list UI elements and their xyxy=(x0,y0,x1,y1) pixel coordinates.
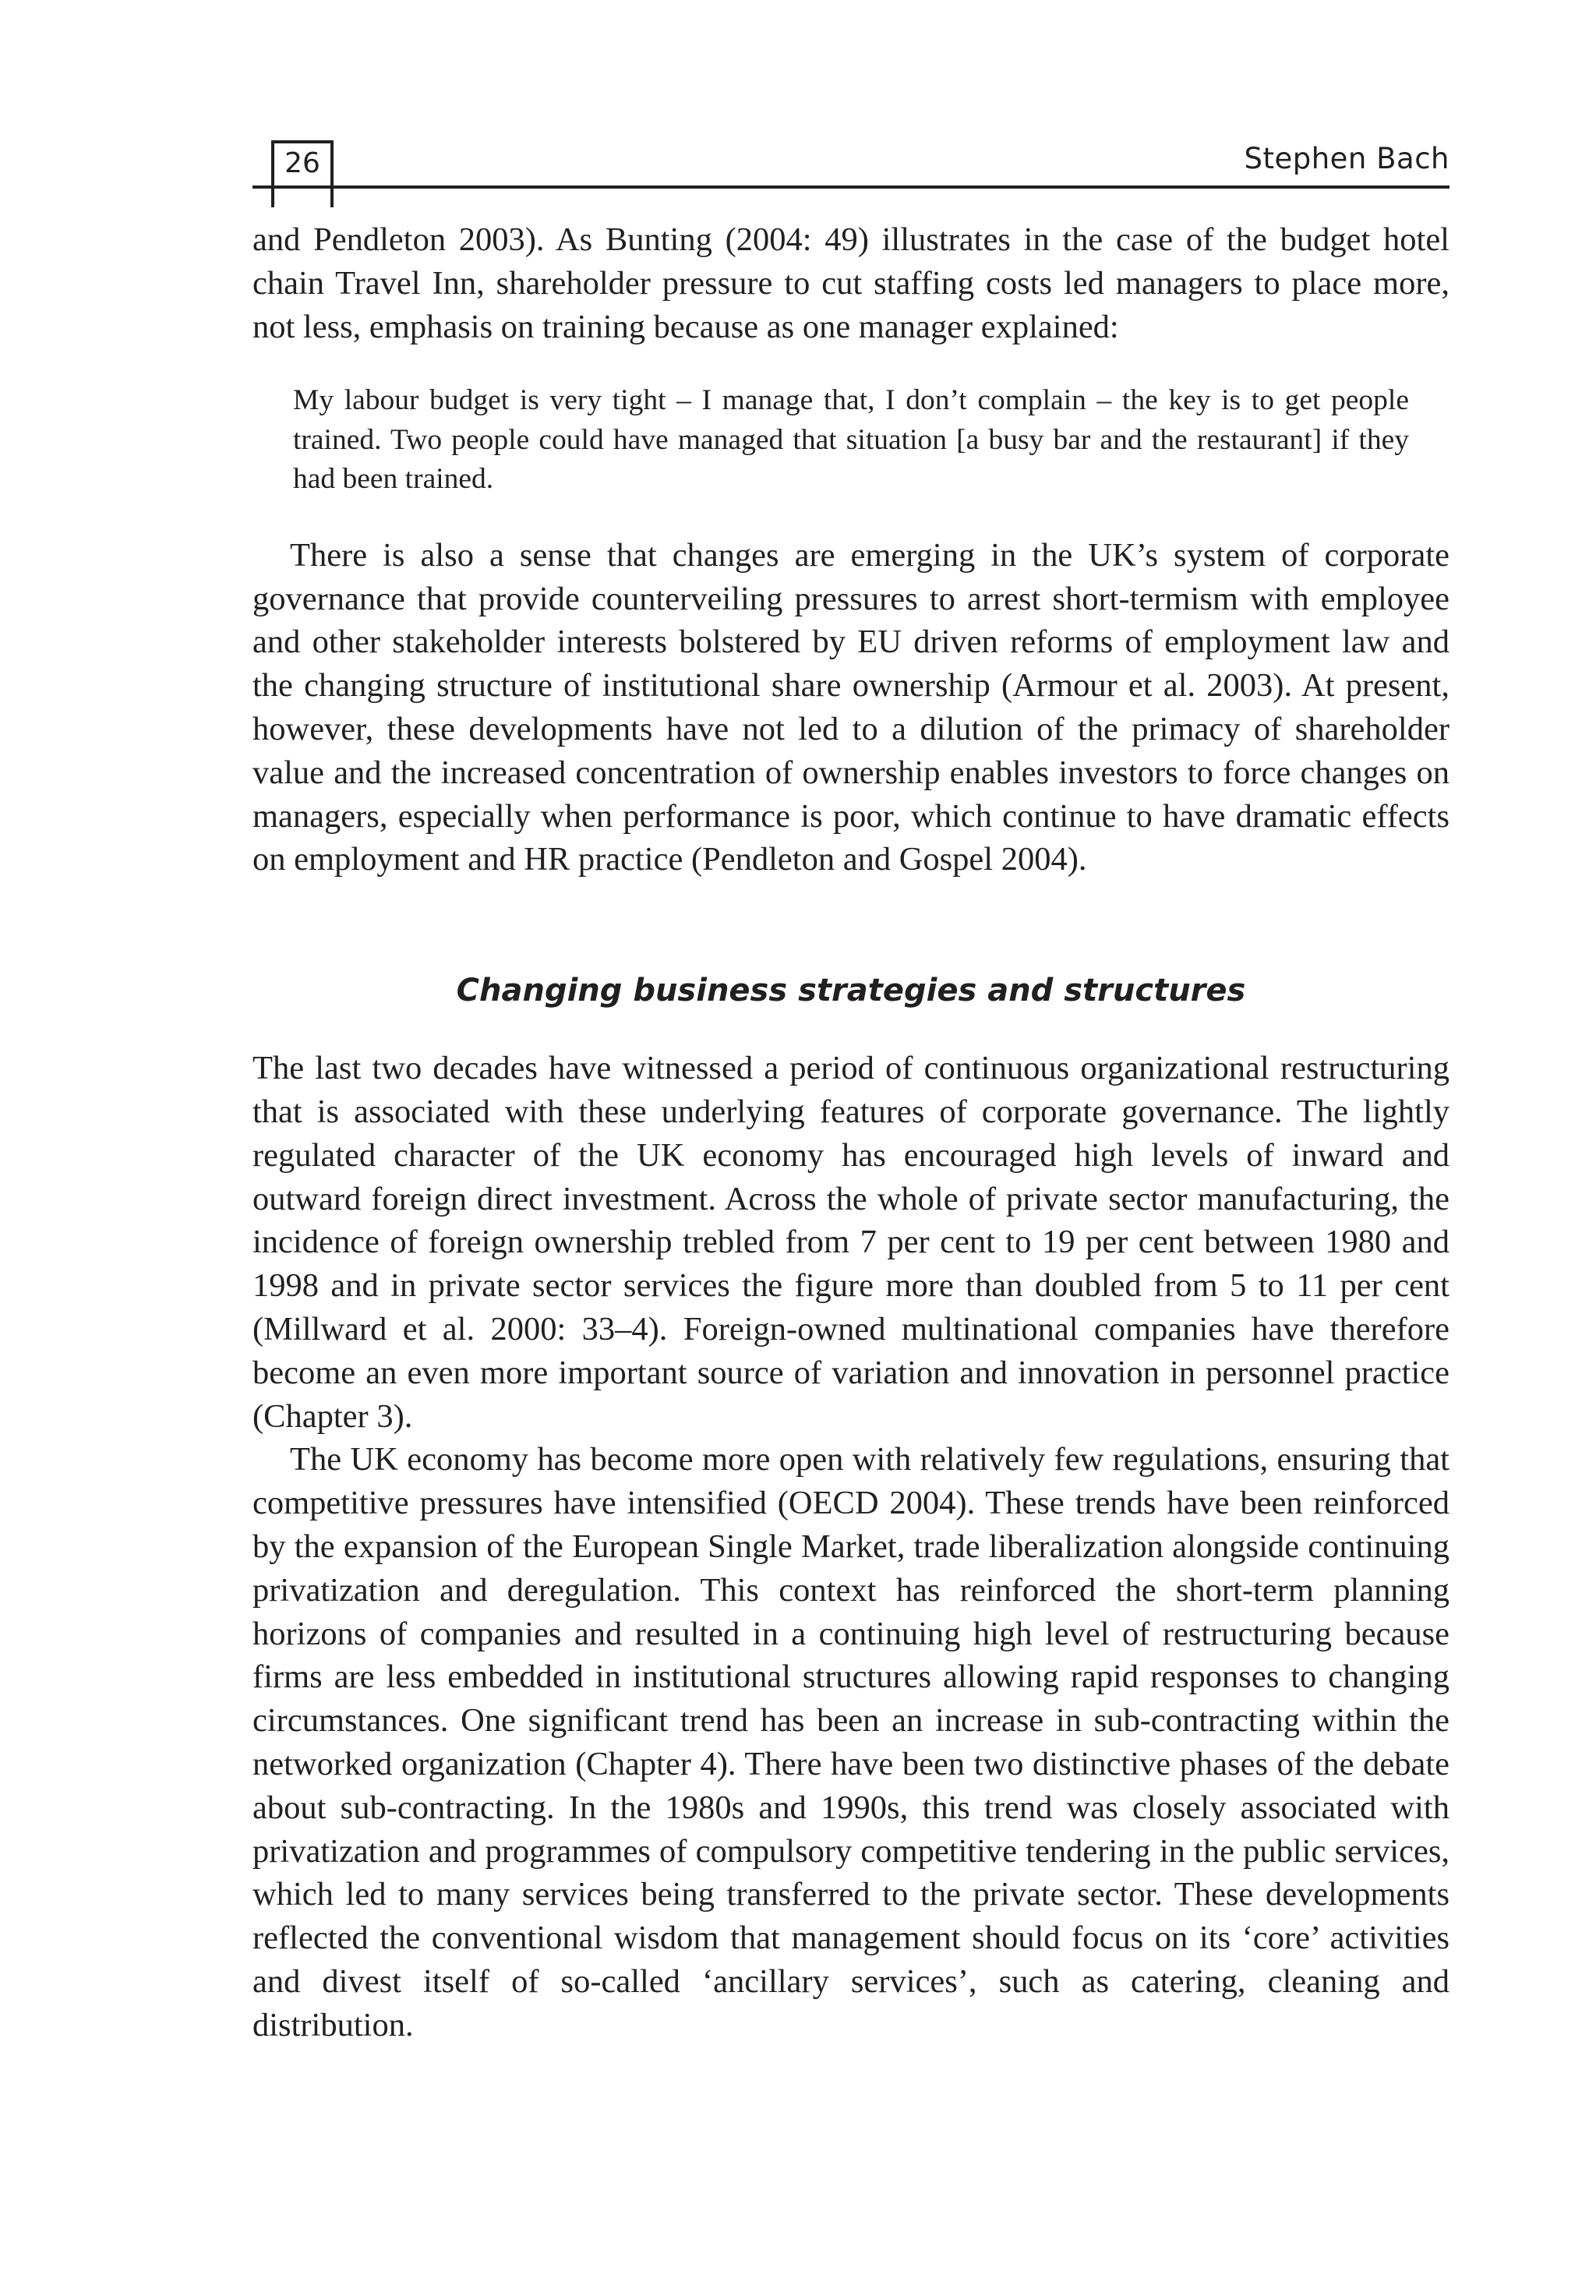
page-number-box xyxy=(271,140,334,189)
block-quote: My labour budget is very tight – I manage that, I don’t complain – the key is to get people trained. Two people could have managed that situation [a busy bar and the restaurant] if they had been trained. xyxy=(293,384,1409,496)
running-author: Stephen Bach xyxy=(1244,142,1449,175)
paragraph-governance: There is also a sense that changes are emerging in the UK’s system of corporate governance that provide counterveiling pressures to arrest short-termism with employee and other stakeholder interests bolstered by EU driven reforms of employment law and the changing structure of institutional share ownership (Armour et al. 2003). At present, however, these developments have not led to a dilution of the primacy of shareholder value and the increased concentration of ownership enables investors to force changes on managers, especially when performance is poor, which continue to have dramatic effects on employment and HR practice (Pendleton and Gospel 2004). xyxy=(252,536,1449,878)
running-header xyxy=(252,131,1449,198)
body-text xyxy=(252,218,1449,2047)
paragraph-restructuring: The last two decades have witnessed a period of continuous organizational restructuring that is associated with these underlying features of corporate governance. The lightly regulated character of the UK economy has encouraged high levels of inward and outward foreign direct investment. Across the whole of private sector manufacturing, the incidence of foreign ownership trebled from 7 per cent to 19 per cent between 1980 and 1998 and in private sector services the figure more than doubled from 5 to 11 per cent (Millward et al. 2000: 33–4). Foreign-owned multinational companies have therefore become an even more important source of variation and innovation in personnel practice (Chapter 3). xyxy=(252,1050,1449,1435)
page-number: 26 xyxy=(284,147,320,179)
header-rule xyxy=(252,185,1449,189)
section-heading: Changing business strategies and structures xyxy=(456,973,1246,1009)
paragraph-continued: and Pendleton 2003). As Bunting (2004: 49) illustrates in the case of the budget hotel chain Travel Inn, shareholder pressure to cut staffing costs led managers to place more, not less, emphasis on training because as one manager explained: xyxy=(252,221,1449,345)
paragraph-open-economy: The UK economy has become more open with relatively few regulations, ensuring that competitive pressures have intensified (OECD 2004). These trends have been reinforced by the expansion of the European Single Market, trade liberalization alongside continuing privatization and deregulation. This context has reinforced the short-term planning horizons of companies and resulted in a continuing high level of restructuring because firms are less embedded in institutional structures allowing rapid responses to changing circumstances. One significant trend has been an increase in sub-contracting within the networked organization (Chapter 4). There have been two distinctive phases of the debate about sub-contracting. In the 1980s and 1990s, this trend was closely associated with privatization and programmes of compulsory competitive tendering in the public services, which led to many services being transferred to the private sector. These developments reflected the conventional wisdom that management should focus on its ‘core’ activities and divest itself of so-called ‘ancillary services’, such as catering, cleaning and distribution. xyxy=(252,1441,1449,2043)
